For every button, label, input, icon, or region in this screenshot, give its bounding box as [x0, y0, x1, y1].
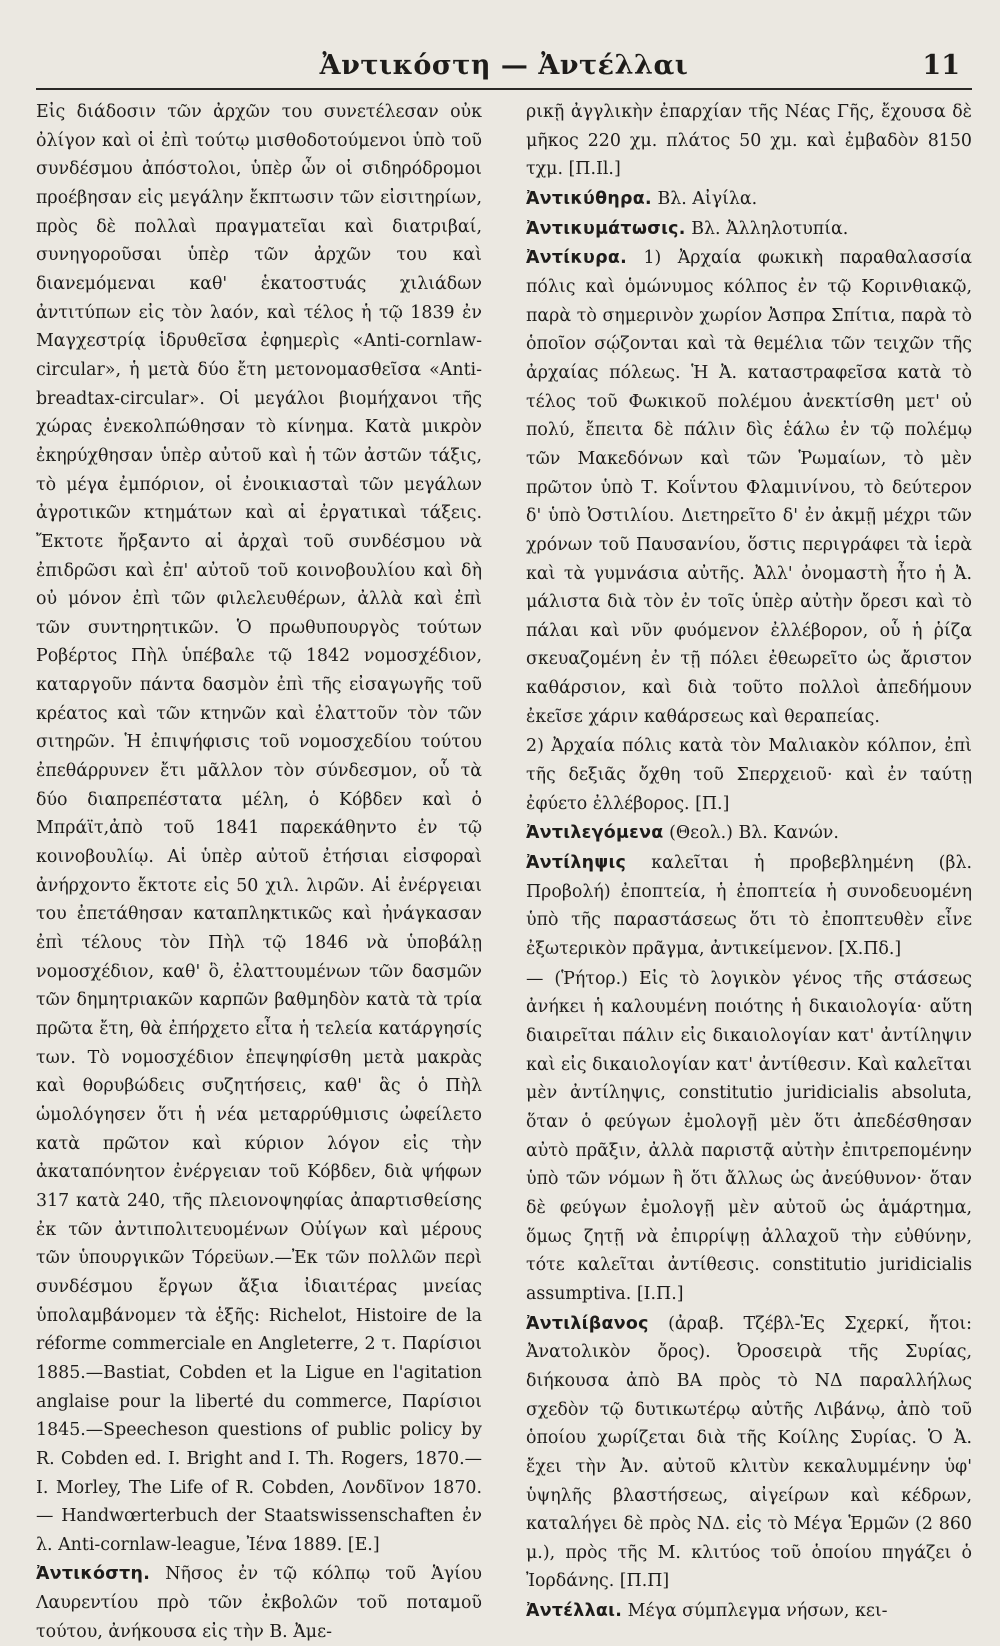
entry-text: Νῆσος ἐν τῷ κόλπῳ τοῦ Ἁγίου Λαυρεντίου πρὸ τῶν ἐκβολῶν τοῦ ποταμοῦ τούτου, ἀνήκουσα εἰς τὴν Β. Ἀμε-: [36, 1564, 482, 1642]
entry-antilivanos: [526, 1310, 972, 1597]
page-number: 11: [922, 50, 960, 81]
entry-antikythira: [526, 185, 972, 214]
entry-text: (Θεολ.) Βλ. Κανών.: [669, 823, 839, 844]
entry-text: καλεῖται ἡ προβεβλημένη (βλ. Προβολή) ἐποπτεία, ἡ ἐποπτεία ἡ συνοδευομένη ὑπὸ τῆς παραστάσεως ὅτι τὸ ἐποπτευθὲν εἶνε ἐξωτερικὸν πρᾶγμα, ἀντικείμενον. [Χ.Πδ.]: [526, 853, 973, 960]
lemma: Ἀντιλεγόμενα: [526, 823, 664, 844]
entry-antilegomena: [526, 819, 972, 848]
paragraph: ρικῇ ἀγγλικὴν ἐπαρχίαν τῆς Νέας Γῆς, ἔχουσα δὲ μῆκος 220 χμ. πλάτος 50 χμ. καὶ ἐμβαδὸν 8150 τχμ. [Π.Ιl.]: [526, 102, 972, 180]
entry-text: (ἀραβ. Τζέβλ-Ἑς Σχερκί, ἤτοι: Ἀνατολικὸν ὄρος). Ὀροσειρὰ τῆς Συρίας, διήκουσα ἀπὸ ΒΑ πρὸς τὸ ΝΔ παραλλήλως σχεδὸν τῷ δυτικωτέρῳ αὐτῆς Λιβάνῳ, ἀπὸ τοῦ ὁποίου χωρίζεται διὰ τῆς Κοίλης Συρίας. Ὁ Ἀ. ἔχει τὴν Ἀν. αὐτοῦ κλιτὺν κεκαλυμμένην ὑφ' ὑψηλῆς βλαστήσεως, αἰγείρων καὶ κέδρων, καταλήγει δὲ πρὸς ΝΔ. εἰς τὸ Μέγα Ἑρμῶν (2 860 μ.), πρὸς τῆς Μ. κλιτύος τοῦ ὁποίου πηγάζει ὁ Ἰορδάνης. [Π.Π]: [526, 1313, 973, 1592]
lemma: Ἀντιλίβανος: [526, 1313, 649, 1334]
lemma: Ἀντικύθηρα.: [526, 188, 652, 209]
entry-antilipsis: [526, 849, 972, 964]
entry-antikyra: [526, 244, 972, 731]
left-column: [36, 98, 482, 1646]
header-rule: [36, 88, 972, 90]
running-head: Ἀντικόστη — Ἀντέλλαι: [319, 50, 689, 81]
entry-antikyra-2: 2) Ἀρχαία πόλις κατὰ τὸν Μαλιακὸν κόλπον, ἐπὶ τῆς δεξιᾶς ὄχθη τοῦ Σπερχειοῦ· καὶ ἐν ταύτῃ ἐφύετο ἐλλέβορος. [Π.]: [526, 736, 972, 814]
entry-text: Μέγα σύμπλεγμα νήσων, κει-: [627, 1601, 888, 1622]
paragraph: Εἰς διάδοσιν τῶν ἀρχῶν του συνετέλεσαν οὐκ ὀλίγον καὶ οἱ ἐπὶ τούτῳ μισθοδοτούμενοι ὑπὸ τοῦ συνδέσμου ἀπόστολοι, ὑπὲρ ὧν οἱ σιδηρόδρομοι προέβησαν εἰς μεγάλην ἔκπτωσιν τῶν εἰσιτηρίων, πρὸς δὲ πολλαὶ πραγματεῖαι καὶ διατριβαί, συνηγοροῦσαι ὑπὲρ τῶν ἀρχῶν του καὶ διανεμόμεναι καθ' ἑκατοστυάς χιλιάδων ἀντιτύπων εἰς τὸν λαόν, καὶ τέλος ἡ τῷ 1839 ἐν Μαγχεστρίᾳ ἱδρυθεῖσα ἐφημερὶς «Anti-cornlaw-circular», ἡ μετὰ δύο ἔτη μετονομασθεῖσα «Anti-breadtax-circular». Οἱ μεγάλοι βιομήχανοι τῆς χώρας ἐνεκολπώθησαν τὸ κίνημα. Κατὰ μικρὸν ἐκηρύχθησαν ὑπὲρ αὐτοῦ καὶ ἡ τῶν ἀστῶν τάξις, τὸ μέγα ἐμπόριον, οἱ ἐνοικιασταὶ τῶν μεγάλων ἀγροτικῶν κτημάτων καὶ αἱ ἐργατικαὶ τάξεις. Ἔκτοτε ἤρξαντο αἱ ἀρχαὶ τοῦ συνδέσμου νὰ ἐπιδρῶσι καὶ ἐπ' αὐτοῦ τοῦ κοινοβουλίου καὶ δὴ οὐ μόνον ἐπὶ τῶν φιλελευθέρων, ἀλλὰ καὶ ἐπὶ τῶν συντηρητικῶν. Ὁ πρωθυπουργὸς τούτων Ροβέρτος Πὴλ ὑπέβαλε τῷ 1842 νομοσχέδιον, καταργοῦν πάντα δασμὸν ἐπὶ τῆς εἰσαγωγῆς τοῦ κρέατος καὶ τῶν κτηνῶν καὶ ἐλαττοῦν τὸν τῶν σιτηρῶν. Ἡ ἐπιψήφισις τοῦ νομοσχεδίου τούτου ἐπεθάρρυνεν ἔτι μᾶλλον τὸν σύνδεσμον, οὗ τὰ δύο διαπρεπέστατα μέλη, ὁ Κόβδεν καὶ ὁ Μπράϊτ,ἀπὸ τοῦ 1841 παρεκάθηντο ἐν τῷ κοινοβουλίῳ. Αἱ ὑπὲρ αὐτοῦ ἐτήσιαι εἰσφοραὶ ἀνήρχοντο ἔκτοτε εἰς 50 χιλ. λιρῶν. Αἱ ἐνέργειαι του ἐπετάθησαν καταπληκτικῶς καὶ ἠνάγκασαν ἐπὶ τέλους τὸν Πὴλ τῷ 1846 νὰ ὑποβάλῃ νομοσχέδιον, καθ' ὃ, ἐλαττουμένων τῶν δασμῶν τῶν δημητριακῶν καρπῶν βαθμηδὸν κατὰ τὰ τρία πρῶτα ἔτη, θὰ ἐπήρχετο εἶτα ἡ τελεία κατάργησίς των. Τὸ νομοσχέδιον ἐπεψηφίσθη μετὰ μακρὰς καὶ θορυβώδεις συζητήσεις, καθ' ἃς ὁ Πὴλ ὡμολόγησεν ὅτι ἡ νέα μεταρρύθμισις ὠφείλετο κατὰ πρῶτον καὶ κύριον λόγον εἰς τὴν ἀκαταπόνητον ἐνέργειαν τοῦ Κόβδεν, διὰ ψήφων 317 κατὰ 240, τῆς πλειονοψηφίας ἀπαρτισθείσης ἐκ τῶν ἀντιπολιτευομένων Οὐίγων καὶ μέρους τῶν ὑπουργικῶν Τόρεϋων.—Ἐκ τῶν πολλῶν περὶ συνδέσμου ἔργων ἄξια ἰδιαιτέρας μνείας ὑπολαμβάνομεν τὰ ἑξῆς: Richelot, Histoire de la réforme commerciale en Angleterre, 2 τ. Παρίσιοι 1885.—Bastiat, Cobden et la Ligue en l'agitation anglaise pour la liberté du commerce, Παρίσιοι 1845.—Speecheson questions of public policy by R. Cobden ed. I. Bright and I. Th. Rogers, 1870.—I. Morley, The Life of R. Cobden, Λονδῖνον 1870.— Handwœrterbuch der Staatswissenschaften ἐν λ. Anti-cornlaw-league, Ἰένα 1889. [Ε.]: [36, 102, 482, 1555]
page-header: [36, 40, 972, 88]
lemma: Ἀντικυμάτωσις.: [526, 218, 686, 239]
entry-antikymatoseis: [526, 215, 972, 244]
entry-text: 1) Ἀρχαία φωκικὴ παραθαλασσία πόλις καὶ ὁμώνυμος κόλπος ἐν τῷ Κορινθιακῷ, παρὰ τὸ σημερινὸν χωρίον Ἀσπρα Σπίτια, παρὰ τὸ ὁποῖον σῴζονται καὶ τὰ θεμέλια τῶν τειχῶν τῆς ἀρχαίας πόλεως. Ἡ Ἀ. καταστραφεῖσα κατὰ τὸ τέλος τοῦ Φωκικοῦ πολέμου ἀνεκτίσθη μετ' οὐ πολύ, ἔπειτα δὲ πάλιν δὶς ἑάλω ἐν τῷ πολέμῳ τῶν Μακεδόνων καὶ τῶν Ῥωμαίων, τὸ μὲν πρῶτον ὑπὸ Τ. Κοΐντου Φλαμινίνου, τὸ δεύτερον δ' ὑπὸ Ὀστιλίου. Διετηρεῖτο δ' ἐν ἀκμῇ μέχρι τῶν χρόνων τοῦ Παυσανίου, ὅστις περιγράφει τὰ ἱερὰ καὶ τὰ γυμνάσια αὐτῆς. Ἀλλ' ὀνομαστὴ ἦτο ἡ Ἀ. μάλιστα διὰ τὸν ἐν τοῖς ὑπὲρ αὐτὴν ὄρεσι καὶ τὸ πάλαι καὶ νῦν φυόμενον ἐλλέβορον, οὗ ἡ ῥίζα σκευαζομένη ἐν τῇ πόλει ἐθεωρεῖτο ὡς ἄριστον καθάρσιον, καὶ διὰ τοῦτο πολλοὶ ἀπεδήμουν ἐκεῖσε χάριν καθάρσεως καὶ θεραπείας.: [526, 248, 972, 727]
lemma: Ἀντικόστη.: [36, 1564, 151, 1585]
entry-antikosti: [36, 1560, 482, 1646]
lemma: Ἀντέλλαι.: [526, 1601, 623, 1622]
entry-rhetor: — (Ῥήτορ.) Εἰς τὸ λογικὸν γένος τῆς στάσεως ἀνήκει ἡ καλουμένη ποιότης ἡ δικαιολογία· αὕτη διαιρεῖται πάλιν εἰς δικαιολογίαν κατ' ἀντίληψιν καὶ εἰς δικαιολογίαν κατ' ἀντίθεσιν. Καὶ καλεῖται μὲν ἀντίληψις, constitutio juridicialis absoluta, ὅταν ὁ φεύγων ἐμολογῇ μὲν ὅτι ἀπεδέσθησαν αὐτὸ πρᾶξιν, ἀλλὰ παριστᾷ αὐτὴν ἐπιτρεπομένην ὑπὸ τῶν νόμων ἢ ὅτι ἄλλως ὡς ἀνεύθυνον· ὅταν δὲ φεύγων ἐμολογῇ μὲν αὐτοῦ ὡς ἁμάρτημα, ὅμως ζητῇ νὰ ἐπιρρίψῃ ἀλλαχοῦ τὴν εὐθύνην, τότε καλεῖται ἀντίθεσις. constitutio juridicialis assumptiva. [Ι.Π.]: [526, 968, 972, 1304]
entry-antellai: [526, 1597, 972, 1626]
entry-text: Βλ. Αἰγίλα.: [657, 188, 758, 209]
lemma: Ἀντίκυρα.: [526, 248, 627, 269]
columns: [36, 98, 972, 1646]
right-column: [526, 98, 972, 1646]
lemma: Ἀντίληψις: [526, 853, 627, 874]
entry-text: Βλ. Ἀλληλοτυπία.: [691, 218, 849, 239]
